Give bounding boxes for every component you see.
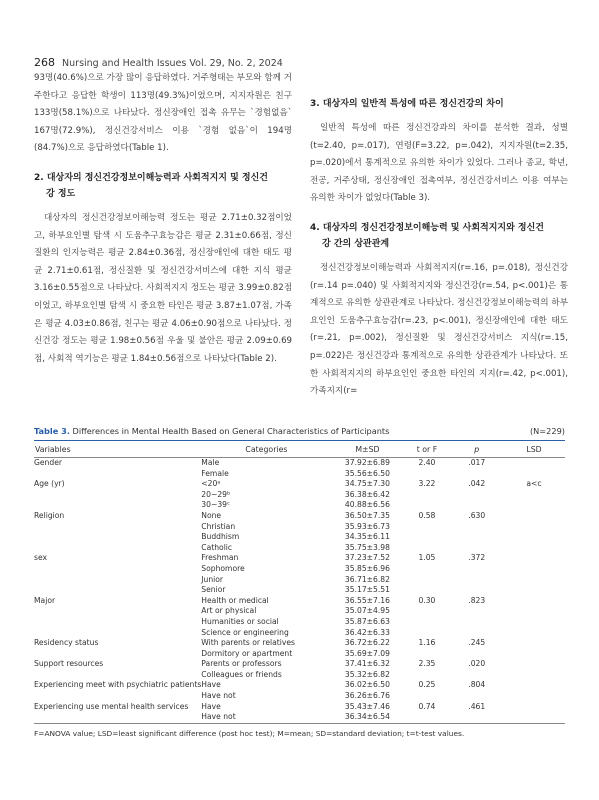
lsd-cell (503, 585, 565, 596)
variable-cell (34, 606, 201, 617)
variable-cell: Experiencing meet with psychiatric patients (34, 680, 202, 690)
category-cell: Buddhism (201, 532, 240, 542)
lsd-cell (503, 670, 565, 681)
table-row (34, 702, 565, 713)
category-cell: Junior (201, 574, 224, 584)
table-row (34, 628, 565, 639)
t-or-f-cell (403, 712, 450, 723)
lsd-cell (503, 543, 565, 554)
p-cell (451, 500, 503, 511)
section-2-heading-line1: 2. 대상자의 정신건강정보이해능력과 사회적지지 및 정신건 (34, 172, 269, 183)
mean-sd-cell: 36.42±6.33 (344, 627, 390, 637)
variable-cell: sex (34, 553, 47, 563)
category-cell: None (201, 510, 222, 520)
mean-sd-cell: 36.72±6.22 (344, 638, 390, 648)
table-row (34, 680, 565, 691)
variable-cell: Support resources (34, 659, 104, 669)
t-or-f-cell (403, 649, 450, 660)
t-or-f-cell (403, 490, 450, 501)
table-row (34, 712, 565, 723)
table-row (34, 638, 565, 649)
t-or-f-cell: 0.30 (418, 595, 436, 605)
variable-cell (34, 712, 201, 723)
table-label: Table 3. (34, 426, 70, 436)
p-cell (451, 691, 503, 702)
p-cell (451, 469, 503, 480)
mean-sd-cell: 36.02±6.50 (344, 680, 390, 690)
category-cell: Catholic (201, 542, 233, 552)
category-cell: Have not (201, 712, 331, 723)
mean-sd-cell: 37.23±7.52 (344, 553, 390, 563)
category-cell: Have (201, 701, 221, 711)
p-cell (451, 628, 503, 639)
variable-cell (34, 691, 201, 702)
p-cell (451, 712, 503, 723)
category-cell: Science or engineering (201, 627, 289, 637)
p-cell: .804 (468, 680, 486, 690)
category-cell: Have not (201, 691, 236, 701)
variable-cell: Religion (34, 510, 65, 520)
section-3-heading: 3. 대상자의 일반적 특성에 따른 정신건강의 차이 (310, 99, 504, 109)
category-cell: Male (201, 458, 220, 467)
p-cell (451, 617, 503, 628)
table-row (34, 606, 565, 617)
header-p: p (451, 441, 503, 458)
t-or-f-cell (403, 500, 450, 511)
lsd-cell (503, 691, 565, 702)
variable-cell (34, 575, 201, 586)
category-cell: Colleagues or friends (201, 669, 282, 679)
lsd-cell (503, 659, 565, 670)
mean-sd-cell: 34.35±6.11 (344, 532, 390, 542)
mean-sd-cell: 35.17±5.51 (344, 585, 390, 595)
category-cell: Humanities or social (201, 616, 279, 626)
variable-cell: Age (yr) (34, 479, 65, 489)
table-row (34, 458, 565, 469)
table-body (34, 458, 565, 724)
p-cell: .372 (468, 553, 486, 563)
paragraph-4: 정신건강정보이해능력과 사회적지지(r=.16, p=.018), 정신건강(r=.14 p=.040) 및 사회적지지와 정신건강(r=.54, p<.001)은 통계적으로 유의한 상관관계로 나타났다. 정신건강정보이해능력의 하부요인인 도움추구효능감(r=.23, p<.001), 정신장애인에 대한 태도(r=.21, p=.002), 정신질환 및 정신건강서비스 지식(r=.15, p=.022)은 정신건강과 통계적으로 유의한 상관관계가 나타났다. 또한 사회적지지의 하부요인인 중요한 타인의 지지(r=.42, p<.001), 가족지지(r= (310, 262, 568, 397)
mean-sd-cell: 35.93±6.73 (344, 521, 390, 531)
category-cell: Art or physical (201, 606, 257, 616)
table-row (34, 532, 565, 543)
p-cell: .823 (468, 595, 486, 605)
t-or-f-cell (403, 670, 450, 681)
page-number: 268 (34, 56, 55, 69)
mean-sd-cell: 36.55±7.16 (344, 595, 390, 605)
mean-sd-cell: 36.34±6.54 (332, 712, 404, 723)
lsd-cell (503, 553, 565, 564)
left-column (34, 70, 292, 368)
lsd-cell (503, 628, 565, 639)
mean-sd-cell: 34.75±7.30 (344, 479, 390, 489)
lsd-cell (503, 702, 565, 713)
lsd-cell (503, 575, 565, 586)
variable-cell (34, 585, 201, 596)
lsd-cell (503, 532, 565, 543)
t-or-f-cell: 0.74 (418, 701, 436, 711)
category-cell: Senior (201, 585, 226, 595)
header-lsd: LSD (503, 441, 565, 458)
mean-sd-cell: 35.07±4.95 (344, 606, 390, 616)
p-cell: .017 (468, 458, 486, 467)
header-categories: Categories (201, 441, 331, 458)
mean-sd-cell: 36.71±6.82 (344, 574, 390, 584)
lsd-cell (503, 606, 565, 617)
lsd-cell (503, 617, 565, 628)
t-or-f-cell (403, 628, 450, 639)
mean-sd-cell: 40.88±6.56 (344, 500, 390, 510)
category-cell: Freshman (201, 553, 239, 563)
paragraph-1: 93명(40.6%)으로 가장 많이 응답하였다. 거주형태는 부모와 함께 거주한다고 응답한 학생이 113명(49.3%)이었으며, 지지자원은 친구 133명(58.1%)으로 나타났다. 정신장애인 접촉 유무는 `경험없음` 167명(72.9%), 정신건강서비스 이용 `경험 없음`이 194명(84.7%)으로 응답하였다(Table 1). (34, 73, 292, 154)
data-table (34, 441, 565, 724)
variable-cell (34, 469, 201, 480)
table-row (34, 670, 565, 681)
p-cell: .461 (468, 701, 486, 711)
variable-cell (34, 490, 201, 501)
p-cell (451, 649, 503, 660)
category-cell: Christian (201, 521, 236, 531)
lsd-cell (503, 511, 565, 522)
table-row (34, 490, 565, 501)
p-cell: .245 (468, 638, 486, 648)
t-or-f-cell (403, 532, 450, 543)
mean-sd-cell: 35.85±6.96 (344, 563, 390, 573)
mean-sd-cell: 35.32±6.82 (344, 669, 390, 679)
p-cell (451, 585, 503, 596)
t-or-f-cell (403, 691, 450, 702)
variable-cell (34, 649, 201, 660)
t-or-f-cell (403, 564, 450, 575)
lsd-cell (503, 638, 565, 649)
category-cell: 30~39ᶜ (201, 500, 230, 510)
lsd-cell (503, 712, 565, 723)
t-or-f-cell (403, 575, 450, 586)
section-2-heading-line2: 강 정도 (46, 188, 76, 199)
p-cell: .630 (468, 510, 486, 520)
lsd-cell: a<c (526, 479, 542, 489)
variable-cell: Gender (34, 458, 62, 467)
variable-cell (34, 500, 201, 511)
paragraph-3: 일반적 특성에 따른 정신건강과의 차이를 분석한 결과, 성별(t=2.40, p=.017), 연령(F=3.22, p=.042), 지지자원(t=2.35, p=.020)에서 통계적으로 유의한 차이가 있었다. 그러나 종교, 학년, 전공, 거주상태, 정신장애인 접촉여부, 정신건강서비스 이용 여부는 유의한 차이가 없었다(Table 3). (310, 123, 568, 204)
section-2-heading (34, 170, 292, 202)
table-row (34, 596, 565, 607)
p-cell (451, 532, 503, 543)
table-row (34, 500, 565, 511)
lsd-cell (503, 649, 565, 660)
p-cell (451, 490, 503, 501)
t-or-f-cell: 2.40 (418, 458, 436, 467)
t-or-f-cell: 1.05 (418, 553, 436, 563)
variable-cell (34, 628, 201, 639)
variable-cell (34, 532, 201, 543)
mean-sd-cell: 36.38±6.42 (344, 489, 390, 499)
table-caption (34, 426, 565, 441)
table-row (34, 522, 565, 533)
category-cell: Parents or professors (201, 659, 282, 669)
category-cell: With parents or relatives (201, 638, 295, 648)
t-or-f-cell (403, 522, 450, 533)
table-row (34, 511, 565, 522)
lsd-cell (503, 469, 565, 480)
t-or-f-cell (403, 543, 450, 554)
mean-sd-cell: 37.92±6.89 (344, 458, 390, 467)
p-cell: .020 (468, 659, 486, 669)
t-or-f-cell: 3.22 (418, 479, 436, 489)
mean-sd-cell: 35.56±6.50 (344, 468, 390, 478)
category-cell: Female (201, 468, 229, 478)
section-4-heading-line1: 4. 대상자의 정신건강정보이해능력 및 사회적지지와 정신건 (310, 222, 545, 233)
table-row (34, 469, 565, 480)
mean-sd-cell: 36.50±7.35 (344, 510, 390, 520)
t-or-f-cell: 0.25 (418, 680, 436, 690)
table-3 (34, 426, 565, 738)
lsd-cell (503, 596, 565, 607)
header-t-or-f: t or F (403, 441, 450, 458)
variable-cell (34, 564, 201, 575)
table-row (34, 553, 565, 564)
table-row (34, 649, 565, 660)
table-row (34, 479, 565, 490)
p-cell (451, 575, 503, 586)
category-cell: 20~29ᵇ (201, 489, 231, 499)
category-cell: Dormitory or apartment (201, 648, 293, 658)
running-header (34, 56, 283, 69)
category-cell: <20ᵃ (201, 479, 221, 489)
table-title: Differences in Mental Health Based on General Characteristics of Participants (72, 426, 390, 436)
category-cell: Health or medical (201, 595, 269, 605)
table-row (34, 659, 565, 670)
table-header-row (34, 441, 565, 458)
t-or-f-cell: 2.35 (418, 659, 436, 669)
table-footnote: F=ANOVA value; LSD=least significant difference (post hoc test); M=mean; SD=standard deviation; t=t-test values. (34, 728, 465, 738)
table-row (34, 617, 565, 628)
mean-sd-cell: 36.26±6.76 (344, 691, 390, 701)
lsd-cell (503, 490, 565, 501)
table-sample-size: (N=229) (529, 426, 565, 436)
t-or-f-cell (403, 606, 450, 617)
variable-cell (34, 617, 201, 628)
p-cell (451, 564, 503, 575)
variable-cell (34, 522, 201, 533)
section-4-heading (310, 220, 568, 252)
t-or-f-cell (403, 585, 450, 596)
p-cell (451, 606, 503, 617)
table-row (34, 543, 565, 554)
p-cell (451, 543, 503, 554)
lsd-cell (503, 458, 565, 469)
variable-cell: Residency status (34, 638, 99, 648)
t-or-f-cell (403, 469, 450, 480)
mean-sd-cell: 35.75±3.98 (344, 542, 390, 552)
section-4-heading-line2: 강 간의 상관관계 (322, 238, 390, 249)
category-cell: Have (201, 680, 221, 690)
p-cell: .042 (468, 479, 486, 489)
p-cell (451, 670, 503, 681)
category-cell: Sophomore (201, 563, 245, 573)
mean-sd-cell: 37.41±6.32 (344, 659, 390, 669)
mean-sd-cell: 35.69±7.09 (344, 648, 390, 658)
right-column (310, 96, 568, 401)
header-mean-sd: M±SD (332, 441, 404, 458)
mean-sd-cell: 35.43±7.46 (344, 701, 390, 711)
variable-cell (34, 543, 201, 554)
table-row (34, 564, 565, 575)
lsd-cell (503, 522, 565, 533)
lsd-cell (503, 564, 565, 575)
t-or-f-cell (403, 617, 450, 628)
t-or-f-cell: 1.16 (418, 638, 436, 648)
lsd-cell (503, 680, 565, 691)
table-row (34, 585, 565, 596)
table-row (34, 691, 565, 702)
table-row (34, 575, 565, 586)
variable-cell: Major (34, 595, 56, 605)
variable-cell: Experiencing use mental health services (34, 701, 189, 711)
paragraph-2: 대상자의 정신건강정보이해능력 정도는 평균 2.71±0.32점이었고, 하부요인별 탐색 시 도움추구효능감은 평균 2.31±0.66점, 정신질환의 인지능력은 평균 2.84±0.36점, 정신장애인에 대한 태도 평균 2.71±0.61점, 정신질환 및 정신건강서비스에 대한 지식 평균 3.16±0.55점으로 나타났다. 사회적지지 정도는 평균 3.99±0.82점이었고, 하부요인별 탐색 시 중요한 타인은 평균 3.87±1.07점, 가족은 평균 4.03±0.86점, 친구는 평균 4.06±0.90점으로 나타났다. 정신건강 정도는 평균 1.98±0.56점 우울 및 불안은 평균 2.09±0.69점, 사회적 역기능은 평균 1.84±0.56점으로 나타났다(Table 2). (34, 212, 292, 364)
header-variables: Variables (34, 441, 201, 458)
mean-sd-cell: 35.87±6.63 (344, 616, 390, 626)
variable-cell (34, 670, 201, 681)
t-or-f-cell: 0.58 (418, 510, 436, 520)
lsd-cell (503, 500, 565, 511)
journal-title: Nursing and Health Issues Vol. 29, No. 2, 2024 (62, 58, 283, 69)
p-cell (451, 522, 503, 533)
